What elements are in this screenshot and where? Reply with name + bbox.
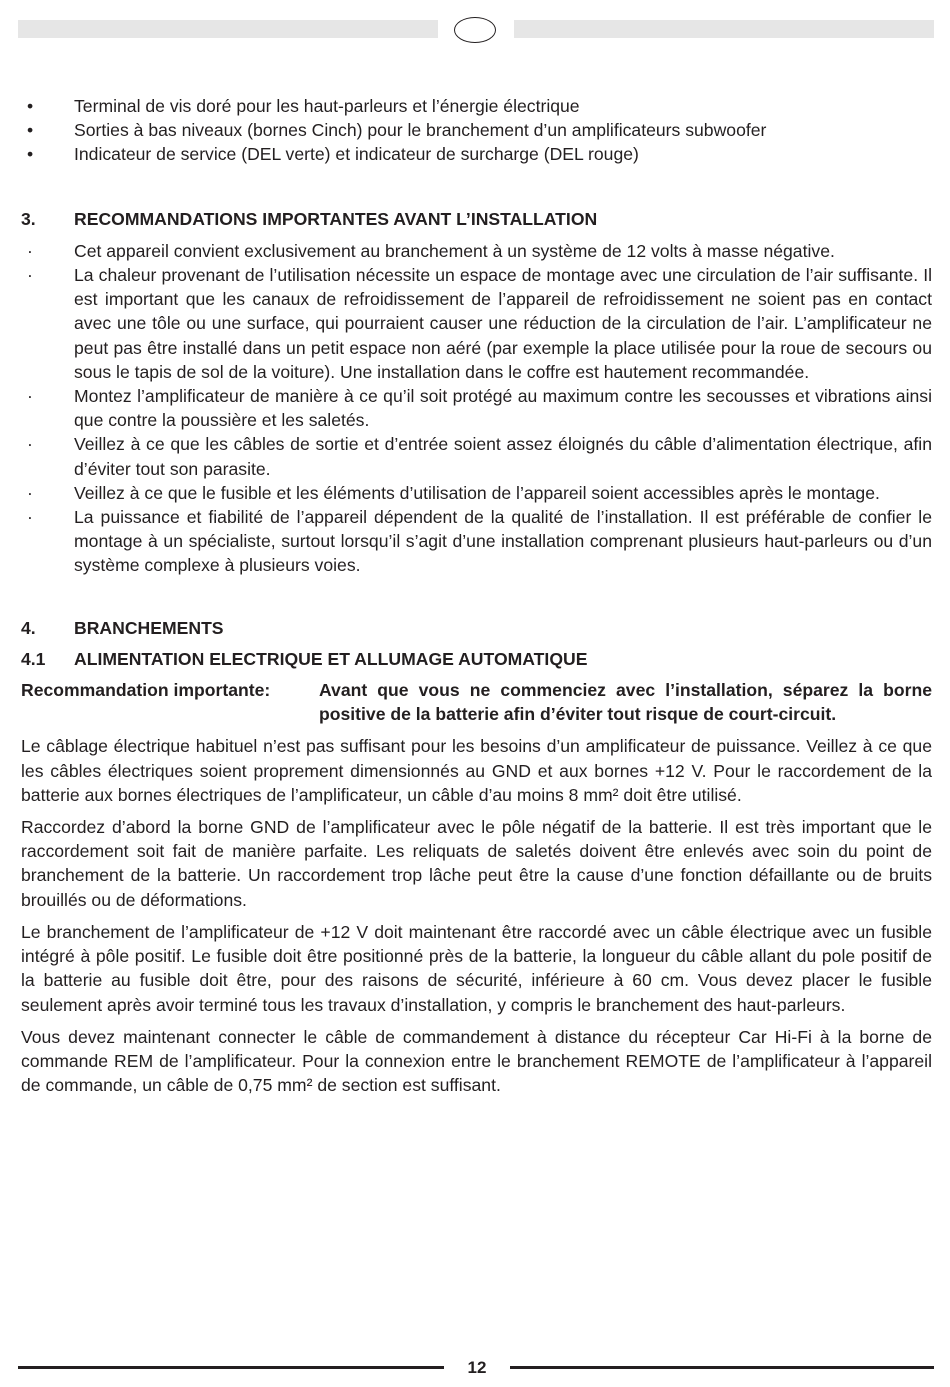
paragraph: Raccordez d’abord la borne GND de l’amplificateur avec le pôle négatif de la batterie. Il est très important que le raccordement soit fait de manière parfaite. Les reliquats de saletés doivent être enlevés avec soin du point de branchement de la batterie. Un raccordement trop lâche peut être la cause d’une fonction défaillante ou de bruits brouillés ou de déformations. (21, 817, 932, 910)
subsection-number: 4.1 (21, 648, 46, 669)
list-item: • Indicateur de service (DEL verte) et indicateur de surcharge (DEL rouge) (21, 142, 932, 166)
dot-icon: · (27, 482, 33, 503)
list-item: · Veillez à ce que le fusible et les éléments d’utilisation de l’appareil soient accessibles après le montage. (21, 481, 932, 505)
dot-icon: · (27, 434, 33, 455)
dot-icon: · (27, 240, 33, 261)
list-item: · La chaleur provenant de l’utilisation nécessite un espace de montage avec une circulation de l’air suffisante. Il est important que les canaux de refroidissement de l’appareil de refroidissement ne soient pas en contact avec une tôle ou une surface, qui pourraient causer une réduction de la circulation de l’air. L’amplificateur ne peut pas être installé dans un petit espace non aéré (par exemple la place utilisée pour la roue de secours ou sous le tapis de sol de la voiture). Une installation dans le coffre est hautement recommandée. (27, 265, 932, 382)
header-bar-right (514, 20, 934, 38)
dot-icon: · (27, 386, 33, 407)
section-3-heading (21, 207, 932, 231)
header-bar-left (18, 20, 438, 38)
dot-icon: · (27, 507, 33, 528)
paragraph: Vous devez maintenant connecter le câble de commandement à distance du récepteur Car Hi-Fi à la borne de commande REM de l’amplificateur. Pour la connexion entre le branchement REMOTE de l’amplificateur à l’appareil de commande, un câble de 0,75 mm² de section est suffisant. (21, 1026, 932, 1096)
list-item: · La puissance et fiabilité de l’appareil dépendent de la qualité de l’installation. Il est préférable de confier le montage à un spécialiste, surtout lorsqu’il s’agit d’une installation comprenant plusieurs haut-parleurs ou d’un système complexe à plusieurs voies. (27, 507, 932, 576)
section-title: RECOMMANDATIONS IMPORTANTES AVANT L’INSTALLATION (74, 208, 598, 229)
page-number: 12 (467, 1358, 487, 1377)
bullet-icon: • (27, 120, 34, 141)
list-item: · Veillez à ce que les câbles de sortie et d’entrée soient assez éloignés du câble d’alimentation électrique, afin d’éviter tout son parasite. (27, 434, 932, 479)
section-number: 4. (21, 617, 36, 638)
recommendation-text: Avant que vous ne commenciez avec l’installation, séparez la borne positive de la batterie afin d’éviter tout risque de court-circuit. (319, 680, 932, 725)
section-number: 3. (21, 208, 36, 229)
bullet-icon: • (27, 96, 34, 116)
intro-bullet-list (21, 94, 932, 167)
footer-rule-right (510, 1366, 934, 1369)
footer-rule-left (18, 1366, 444, 1369)
recommendation-label: Recommandation importante: (21, 680, 271, 701)
important-recommendation (21, 678, 932, 726)
page-content (21, 94, 932, 1097)
list-item: · Cet appareil convient exclusivement au branchement à un système de 12 volts à masse négative. (21, 239, 932, 263)
header-oval-icon (454, 17, 496, 43)
section-4-1-heading (21, 647, 932, 671)
paragraph: Le branchement de l’amplificateur de +12 V doit maintenant être raccordé avec un câble électrique avec un fusible intégré à pôle positif. Le fusible doit être positionné près de la batterie, la longueur du câble allant du pole positif de la batterie au fusible doit être, pour des raisons de sécurité, inférieure à 60 cm. Vous devez placer le fusible seulement après avoir terminé tous les travaux d’installation, y compris le branchement des haut-parleurs. (21, 921, 932, 1015)
section-4-heading (21, 616, 932, 640)
list-item: · Montez l’amplificateur de manière à ce qu’il soit protégé au maximum contre les secousses et vibrations ainsi que contre la poussière et les saletés. (27, 386, 932, 431)
subsection-title: ALIMENTATION ELECTRIQUE ET ALLUMAGE AUTOMATIQUE (74, 648, 588, 669)
dot-icon: · (27, 265, 33, 286)
bullet-icon: • (27, 144, 34, 165)
list-item: • Terminal de vis doré pour les haut-parleurs et l’énergie électrique (21, 94, 932, 118)
list-item: • Sorties à bas niveaux (bornes Cinch) pour le branchement d’un amplificateurs subwoofer (21, 118, 932, 142)
section-3-list (21, 239, 932, 578)
section-title: BRANCHEMENTS (74, 617, 224, 638)
paragraph: Le câblage électrique habituel n’est pas suffisant pour les besoins d’un amplificateur de puissance. Veillez à ce que les câbles électriques soient proprement dimensionnés au GND et aux bornes +12 V. Pour le raccordement de la batterie aux bornes électriques de l’amplificateur, un câble d’au moins 8 mm² doit être utilisé. (21, 736, 932, 805)
